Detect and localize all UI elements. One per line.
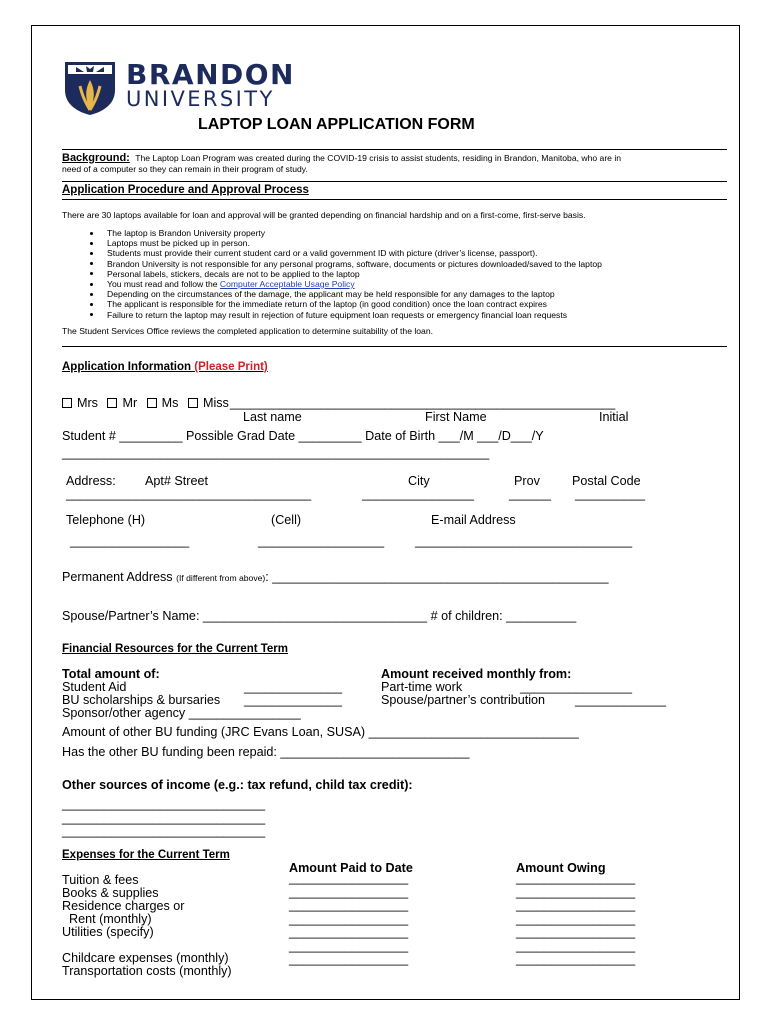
other-bu-funding-line[interactable]: Amount of other BU funding (JRC Evans Loan, SUSA) ______________________________ bbox=[62, 725, 579, 739]
spouse-contribution-field[interactable]: _____________ bbox=[575, 693, 667, 707]
list-item: Utilities (specify) bbox=[62, 925, 154, 939]
name-field[interactable]: _______________________________________________________ bbox=[230, 396, 616, 410]
list-item: Depending on the circumstances of the damage, the applicant may be held responsible for any damages to the laptop bbox=[90, 289, 602, 299]
student-info-line[interactable]: Student # _________ Possible Grad Date _________ Date of Birth ___/M ___/D___/Y bbox=[62, 429, 544, 443]
sponsor-line[interactable]: Sponsor/other agency ________________ bbox=[62, 706, 301, 720]
checkbox-icon[interactable] bbox=[188, 398, 198, 408]
permanent-address-field[interactable]: : ________________________________________________ bbox=[265, 570, 609, 584]
other-sources-field[interactable]: _____________________________ bbox=[62, 797, 266, 811]
bu-scholarships-label: BU scholarships & bursaries bbox=[62, 693, 221, 707]
checkbox-icon[interactable] bbox=[147, 398, 157, 408]
owing-field[interactable]: _________________ bbox=[516, 898, 636, 912]
cell-field[interactable]: __________________ bbox=[258, 534, 385, 548]
street-field[interactable]: ___________________________________ bbox=[66, 487, 312, 501]
checkbox-mrs[interactable]: Mrs bbox=[62, 396, 98, 410]
procedure-heading: Application Procedure and Approval Process bbox=[62, 184, 309, 196]
postal-code-field[interactable]: __________ bbox=[575, 487, 646, 501]
paid-field[interactable]: _________________ bbox=[289, 938, 409, 953]
paid-field[interactable]: _________________ bbox=[289, 952, 409, 966]
please-print-note: (Please Print) bbox=[194, 361, 268, 373]
list-item: Personal labels, stickers, decals are not to be applied to the laptop bbox=[90, 269, 602, 279]
checkbox-miss[interactable]: Miss bbox=[188, 396, 229, 410]
apt-street-label: Apt# Street bbox=[145, 474, 209, 488]
list-item: Books & supplies bbox=[62, 886, 159, 900]
email-label: E-mail Address bbox=[431, 513, 516, 527]
blank-line[interactable]: _____________________________________________________________ bbox=[62, 446, 490, 460]
spouse-children-line[interactable]: Spouse/Partner’s Name: ________________________________ # of children: __________ bbox=[62, 609, 577, 623]
owing-field[interactable]: _________________ bbox=[516, 911, 636, 926]
bu-scholarships-field[interactable]: ______________ bbox=[244, 693, 343, 707]
procedure-intro: There are 30 laptops available for loan and approval will be granted depending on financial hardship and on a first-come, first-serve basis. bbox=[62, 210, 586, 220]
usage-policy-link[interactable]: Computer Acceptable Usage Policy bbox=[219, 278, 355, 289]
crest-icon bbox=[62, 60, 118, 116]
paid-field[interactable]: _________________ bbox=[289, 898, 409, 912]
email-field[interactable]: _______________________________ bbox=[415, 534, 633, 548]
background-heading: Background: bbox=[62, 152, 130, 164]
expense-items bbox=[62, 874, 232, 978]
owing-field[interactable]: _________________ bbox=[516, 952, 636, 966]
part-time-field[interactable]: ________________ bbox=[520, 680, 633, 694]
list-item: Failure to return the laptop may result in rejection of future equipment loan requests or emergency financial loan requests bbox=[90, 310, 602, 320]
list-item: The laptop is Brandon University property bbox=[90, 228, 602, 238]
postal-code-label: Postal Code bbox=[572, 474, 641, 488]
paid-field[interactable]: _________________ bbox=[289, 925, 409, 939]
list-item: The applicant is responsible for the immediate return of the laptop (in good condition) once the loan contract expires bbox=[90, 299, 602, 309]
amount-owing-column bbox=[516, 872, 635, 967]
paid-to-date-column bbox=[289, 872, 408, 967]
city-label: City bbox=[408, 474, 430, 488]
paid-field[interactable]: _________________ bbox=[289, 911, 409, 926]
financial-heading: Financial Resources for the Current Term bbox=[62, 643, 289, 655]
procedure-closing: The Student Services Office reviews the completed application to determine suitability of the loan. bbox=[62, 326, 434, 336]
paid-to-date-heading: Amount Paid to Date bbox=[289, 861, 413, 875]
list-item: Residence charges or bbox=[62, 899, 185, 913]
prov-field[interactable]: ______ bbox=[509, 487, 552, 501]
paid-field[interactable]: _________________ bbox=[289, 871, 409, 885]
owing-field[interactable]: _________________ bbox=[516, 925, 636, 939]
background-text-2: need of a computer so they can remain in their program of study. bbox=[62, 164, 308, 174]
divider bbox=[62, 199, 727, 200]
list-item: Rent (monthly) bbox=[62, 912, 152, 926]
list-item: Tuition & fees bbox=[62, 873, 139, 887]
permanent-address-line: Permanent Address (If different from above): ________________________________________________ bbox=[62, 570, 609, 584]
background-text: The Laptop Loan Program was created during the COVID-19 crisis to assist students, residing in Brandon, Manitoba, who are in bbox=[135, 153, 622, 163]
list-item: You must read and follow the Computer Acceptable Usage Policy bbox=[90, 279, 602, 289]
spouse-contribution-label: Spouse/partner’s contribution bbox=[381, 693, 546, 707]
divider bbox=[62, 149, 727, 150]
part-time-label: Part-time work bbox=[381, 680, 463, 694]
telephone-label: Telephone (H) bbox=[66, 513, 146, 527]
telephone-field[interactable]: _________________ bbox=[70, 534, 190, 548]
repaid-line[interactable]: Has the other BU funding been repaid: ___________________________ bbox=[62, 745, 470, 759]
rules-list bbox=[90, 228, 602, 320]
first-name-label: First Name bbox=[425, 410, 487, 424]
list-item: Brandon University is not responsible for any personal programs, software, documents or pictures downloaded/saved to the laptop bbox=[90, 259, 602, 269]
other-sources-field[interactable]: _____________________________ bbox=[62, 824, 266, 838]
form-title: LAPTOP LOAN APPLICATION FORM bbox=[198, 116, 475, 133]
amount-owing-heading: Amount Owing bbox=[516, 861, 606, 875]
divider bbox=[62, 346, 727, 347]
address-label: Address: bbox=[66, 474, 116, 488]
expenses-heading: Expenses for the Current Term bbox=[62, 849, 230, 861]
total-amount-heading: Total amount of: bbox=[62, 667, 160, 681]
checkbox-icon[interactable] bbox=[107, 398, 117, 408]
logo-brandon-text: BRANDON bbox=[126, 58, 295, 91]
logo-university-text: UNIVERSITY bbox=[126, 87, 275, 111]
list-item: Students must provide their current student card or a valid government ID with picture (driver’s license, passport). bbox=[90, 248, 602, 258]
cell-label: (Cell) bbox=[271, 513, 302, 527]
owing-field[interactable]: _________________ bbox=[516, 871, 636, 885]
other-sources-field[interactable]: _____________________________ bbox=[62, 811, 266, 825]
city-field[interactable]: ________________ bbox=[362, 487, 475, 501]
initial-label: Initial bbox=[599, 410, 629, 424]
checkbox-icon[interactable] bbox=[62, 398, 72, 408]
other-sources-heading: Other sources of income (e.g.: tax refund, child tax credit): bbox=[62, 778, 413, 792]
owing-field[interactable]: _________________ bbox=[516, 938, 636, 953]
student-aid-label: Student Aid bbox=[62, 680, 127, 694]
paid-field[interactable]: _________________ bbox=[289, 884, 409, 899]
list-item: Childcare expenses (monthly) bbox=[62, 951, 229, 965]
app-info-heading: Application Information (Please Print) bbox=[62, 361, 268, 373]
title-options bbox=[62, 396, 229, 410]
list-item: Transportation costs (monthly) bbox=[62, 964, 232, 978]
list-item: Laptops must be picked up in person. bbox=[90, 238, 602, 248]
checkbox-mr[interactable]: Mr bbox=[107, 396, 137, 410]
last-name-label: Last name bbox=[243, 410, 302, 424]
prov-label: Prov bbox=[514, 474, 540, 488]
divider bbox=[62, 181, 727, 182]
received-monthly-heading: Amount received monthly from: bbox=[381, 667, 572, 681]
owing-field[interactable]: _________________ bbox=[516, 884, 636, 899]
checkbox-ms[interactable]: Ms bbox=[147, 396, 179, 410]
student-aid-field[interactable]: ______________ bbox=[244, 680, 343, 694]
